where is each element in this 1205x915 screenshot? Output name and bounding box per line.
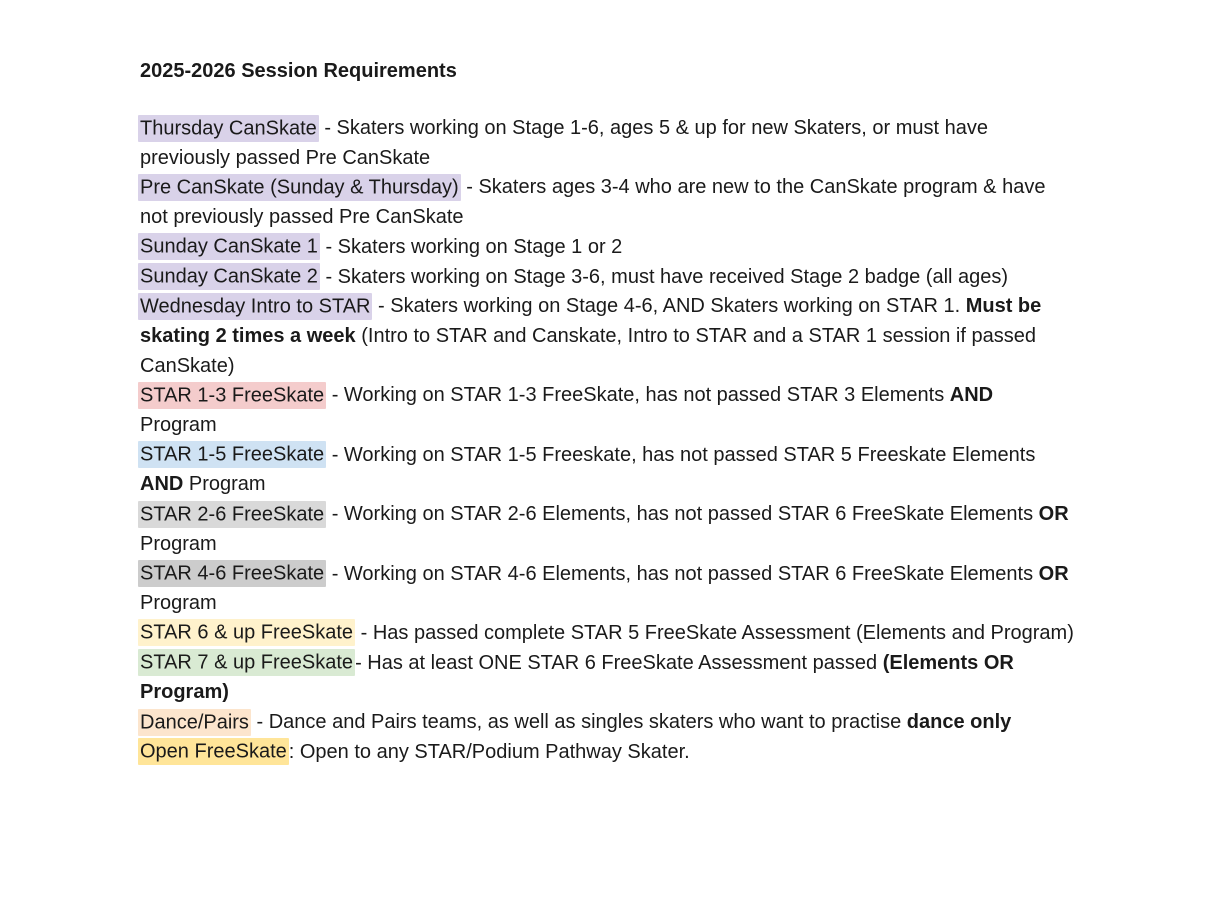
- session-label-highlight: STAR 6 & up FreeSkate: [138, 619, 355, 646]
- session-bold-text: AND: [949, 384, 994, 407]
- session-entry: [140, 649, 1075, 708]
- session-entry: [140, 381, 1075, 440]
- session-bold-text: AND: [140, 473, 184, 496]
- session-description-text: - Working on STAR 1-3 FreeSkate, has not passed STAR 3 Elements: [326, 384, 950, 407]
- session-entry: [140, 114, 1075, 173]
- session-label-highlight: Thursday CanSkate: [138, 115, 319, 142]
- session-label-highlight: Sunday CanSkate 1: [138, 233, 320, 260]
- session-bold-text: (Elements OR Program): [140, 651, 1014, 704]
- session-description-text: - Skaters working on Stage 4-6, AND Skaters working on STAR 1.: [372, 295, 966, 318]
- session-entry: [140, 441, 1075, 500]
- session-label-highlight: STAR 7 & up FreeSkate: [138, 649, 355, 676]
- session-description-text: - Skaters ages 3-4 who are new to the CanSkate program & have not previously passed Pre CanSkate: [140, 176, 1046, 229]
- session-label-highlight: Pre CanSkate (Sunday & Thursday): [138, 174, 461, 201]
- session-bold-text: dance only: [906, 711, 1012, 734]
- session-entry: [140, 500, 1075, 559]
- session-description-text: - Skaters working on Stage 3-6, must have received Stage 2 badge (all ages): [319, 265, 1009, 288]
- session-description-text: (Intro to STAR and Canskate, Intro to STAR and a STAR 1 session if passed CanSkate): [140, 324, 1036, 377]
- session-description-text: : Open to any STAR/Podium Pathway Skater.: [288, 740, 690, 763]
- session-description-text: Program: [140, 532, 217, 555]
- session-label-highlight: Sunday CanSkate 2: [138, 263, 320, 290]
- document-title: 2025-2026 Session Requirements: [140, 60, 457, 82]
- session-label-highlight: STAR 1-5 FreeSkate: [138, 441, 326, 468]
- session-entry: [140, 173, 1075, 232]
- session-label-highlight: Open FreeSkate: [138, 738, 289, 765]
- session-description-text: - Working on STAR 1-5 Freeskate, has not passed STAR 5 Freeskate Elements: [326, 443, 1036, 466]
- session-entry: [140, 263, 1075, 293]
- session-entry: [140, 292, 1075, 381]
- session-label-highlight: Wednesday Intro to STAR: [138, 293, 372, 320]
- session-description-text: Program: [183, 473, 266, 496]
- session-description-text: - Skaters working on Stage 1-6, ages 5 & up for new Skaters, or must have previously passed Pre CanSkate: [140, 117, 988, 169]
- session-entry: [140, 233, 1075, 263]
- session-label-highlight: STAR 2-6 FreeSkate: [138, 501, 326, 528]
- session-entry: [140, 619, 1075, 649]
- session-description-text: - Has at least ONE STAR 6 FreeSkate Assessment passed: [355, 651, 883, 674]
- session-label-highlight: STAR 4-6 FreeSkate: [138, 560, 326, 587]
- session-description-text: Program: [140, 592, 217, 615]
- session-description-text: - Working on STAR 4-6 Elements, has not passed STAR 6 FreeSkate Elements: [326, 562, 1039, 585]
- requirements-list: [140, 114, 1075, 767]
- session-description-text: Program: [140, 414, 217, 437]
- session-entry: [140, 560, 1075, 619]
- session-bold-text: OR: [1038, 562, 1069, 585]
- session-description-text: - Working on STAR 2-6 Elements, has not passed STAR 6 FreeSkate Elements: [326, 503, 1039, 526]
- session-bold-text: Must be skating 2 times a week: [140, 295, 1042, 347]
- session-description-text: - Skaters working on Stage 1 or 2: [319, 235, 623, 258]
- session-entry: [140, 708, 1075, 738]
- session-description-text: - Dance and Pairs teams, as well as singles skaters who want to practise: [250, 711, 907, 734]
- session-description-text: - Has passed complete STAR 5 FreeSkate Assessment (Elements and Program): [355, 621, 1074, 644]
- session-entry: [140, 738, 1075, 768]
- session-bold-text: OR: [1038, 503, 1069, 526]
- session-label-highlight: STAR 1-3 FreeSkate: [138, 382, 326, 409]
- session-label-highlight: Dance/Pairs: [138, 709, 251, 736]
